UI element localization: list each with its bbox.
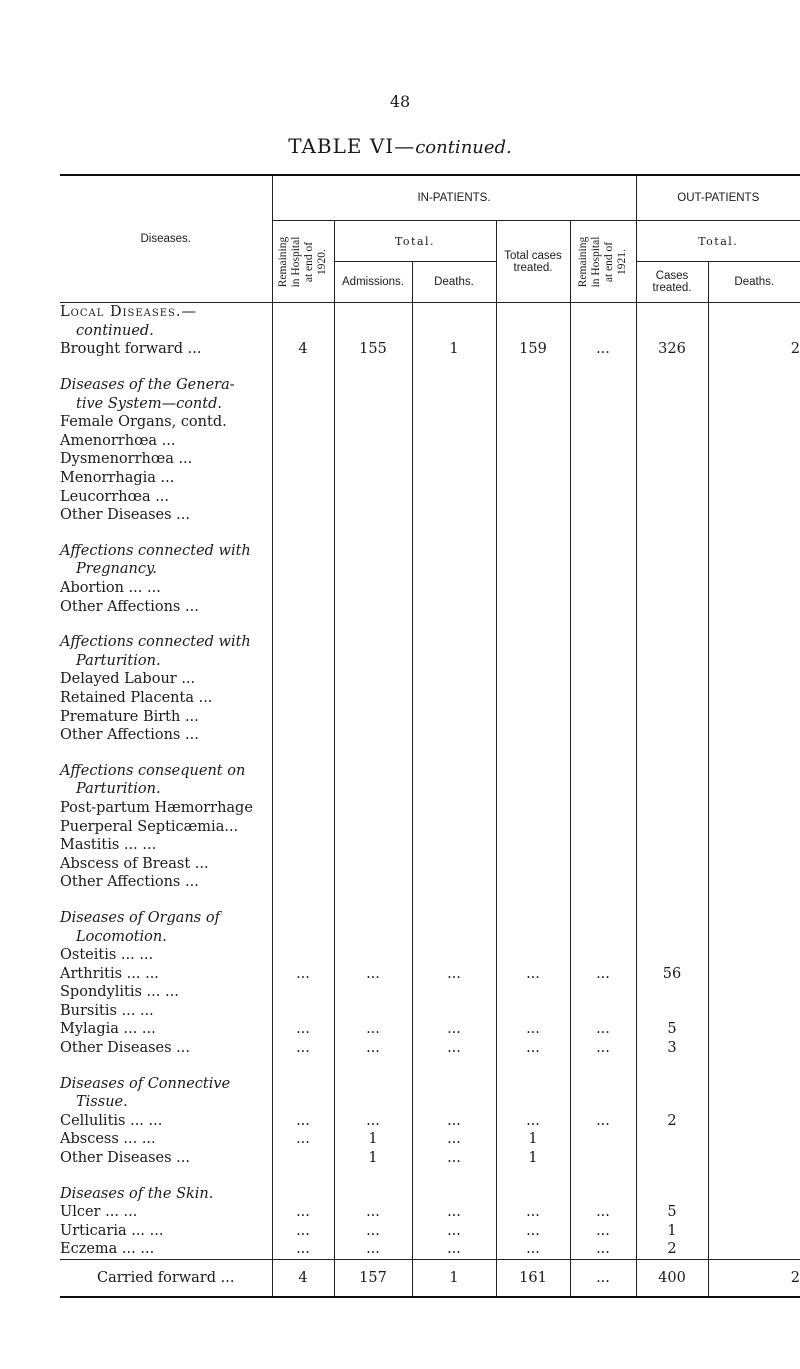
- value-cell: 326: [636, 340, 708, 359]
- table-row: [60, 670, 800, 689]
- value-cell: ...: [412, 1240, 496, 1259]
- value-cell: ...: [272, 1203, 334, 1222]
- disease-label: Locomotion.: [60, 927, 272, 946]
- table-row: [60, 450, 800, 469]
- value-cell: ...: [496, 1240, 570, 1259]
- value-cell: 161: [496, 1259, 570, 1297]
- value-cell: ...: [272, 1039, 334, 1058]
- disease-label: Affections consequent on: [60, 761, 272, 780]
- table-row: [60, 597, 800, 616]
- disease-label: Diseases of the Skin.: [60, 1184, 272, 1203]
- value-cell: ...: [334, 964, 412, 983]
- table-title-main: TABLE VI—: [288, 134, 416, 158]
- table-row: [60, 506, 800, 525]
- table-row: [60, 322, 800, 341]
- table-row: [60, 487, 800, 506]
- spacer-row: [60, 1057, 800, 1074]
- value-cell: ...: [334, 1112, 412, 1131]
- value-cell: 2: [636, 1112, 708, 1131]
- table-row: [60, 761, 800, 780]
- value-cell: ...: [412, 1149, 496, 1168]
- table-row: [60, 560, 800, 579]
- value-cell: 155: [334, 340, 412, 359]
- value-cell: ...: [570, 1259, 636, 1297]
- disease-label: Parturition.: [60, 780, 272, 799]
- value-cell: ...: [412, 964, 496, 983]
- value-cell: 1: [636, 1222, 708, 1241]
- disease-label: continued.: [60, 322, 272, 341]
- disease-label: Carried forward ...: [60, 1259, 272, 1297]
- value-cell: 157: [334, 1259, 412, 1297]
- disease-label: Premature Birth ...: [60, 707, 272, 726]
- disease-label: Abscess ... ...: [60, 1130, 272, 1149]
- table-row: [60, 1112, 800, 1131]
- value-cell: ...: [496, 1112, 570, 1131]
- value-cell: ...: [412, 1039, 496, 1058]
- value-cell: 4: [272, 340, 334, 359]
- value-cell: ...: [272, 1222, 334, 1241]
- value-cell: 3: [636, 1039, 708, 1058]
- table-row: [60, 303, 800, 322]
- in-total-header: Total.: [334, 221, 496, 262]
- table-row: [60, 873, 800, 892]
- table-row: [60, 707, 800, 726]
- table-row: [60, 1184, 800, 1203]
- disease-label: Diseases of Connective: [60, 1074, 272, 1093]
- spacer-row: [60, 525, 800, 542]
- value-cell: ...: [272, 1130, 334, 1149]
- value-cell: 2: [790, 341, 800, 358]
- value-cell: ...: [334, 1222, 412, 1241]
- disease-label: Arthritis ... ...: [60, 964, 272, 983]
- spacer-row: [60, 1167, 800, 1184]
- table-row: [60, 633, 800, 652]
- table-row: [60, 340, 800, 359]
- disease-label: Parturition.: [60, 652, 272, 671]
- disease-label: Urticaria ... ...: [60, 1222, 272, 1241]
- disease-label: Other Affections ...: [60, 873, 272, 892]
- disease-label: Abortion ... ...: [60, 579, 272, 598]
- table-row: [60, 469, 800, 488]
- disease-label: Affections connected with: [60, 542, 272, 561]
- value-cell: 1: [412, 340, 496, 359]
- value-cell: ...: [570, 1240, 636, 1259]
- disease-label: Tissue.: [60, 1093, 272, 1112]
- admissions-header: Admissions.: [334, 262, 412, 303]
- value-cell: ...: [496, 1020, 570, 1039]
- table-row: [60, 1203, 800, 1222]
- value-cell: ...: [412, 1130, 496, 1149]
- disease-label: Diseases of the Genera-: [60, 376, 272, 395]
- disease-label: Brought forward ...: [60, 340, 272, 359]
- value-cell: 5: [636, 1020, 708, 1039]
- disease-label: Osteitis ... ...: [60, 946, 272, 965]
- out-deaths-header: Deaths.: [734, 276, 775, 288]
- diseases-header: Diseases.: [60, 176, 272, 303]
- table-row: [60, 726, 800, 745]
- value-cell: 2: [636, 1240, 708, 1259]
- value-cell: ...: [570, 1222, 636, 1241]
- table-row: [60, 946, 800, 965]
- disease-label: Other Diseases ...: [60, 1039, 272, 1058]
- disease-label: Bursitis ... ...: [60, 1002, 272, 1021]
- table-row: [60, 817, 800, 836]
- table-row: [60, 909, 800, 928]
- table-row: [60, 1149, 800, 1168]
- value-cell: 1: [496, 1149, 570, 1168]
- disease-label: Spondylitis ... ...: [60, 983, 272, 1002]
- table-row: [60, 542, 800, 561]
- disease-label: Pregnancy.: [60, 560, 272, 579]
- out-total-header: Total.: [636, 221, 800, 262]
- carried-forward-row: [60, 1259, 800, 1297]
- disease-label: Other Affections ...: [60, 597, 272, 616]
- disease-label: Diseases of Organs of: [60, 909, 272, 928]
- table-row: [60, 983, 800, 1002]
- table-row: [60, 1130, 800, 1149]
- disease-label: Abscess of Breast ...: [60, 854, 272, 873]
- disease-label: Puerperal Septicæmia...: [60, 817, 272, 836]
- disease-statistics-table: [60, 174, 800, 1298]
- value-cell: ...: [496, 964, 570, 983]
- value-cell: 2: [708, 1259, 800, 1297]
- value-cell: 1: [334, 1130, 412, 1149]
- out-patients-header: OUT-PATIENTS: [636, 176, 800, 221]
- value-cell: ...: [412, 1112, 496, 1131]
- table-title-sub: continued.: [415, 137, 512, 158]
- table-body: [60, 303, 800, 1297]
- disease-label: Mastitis ... ...: [60, 836, 272, 855]
- table-row: [60, 1093, 800, 1112]
- disease-label: Female Organs, contd.: [60, 413, 272, 432]
- value-cell: ...: [412, 1203, 496, 1222]
- value-cell: ...: [570, 1203, 636, 1222]
- table-row: [60, 1074, 800, 1093]
- deaths-header: Deaths.: [412, 262, 496, 303]
- value-cell: ...: [272, 1112, 334, 1131]
- disease-label: tive System—contd.: [60, 394, 272, 413]
- page-number: 48: [389, 92, 411, 111]
- value-cell: 159: [496, 340, 570, 359]
- value-cell: ...: [272, 964, 334, 983]
- table-row: [60, 780, 800, 799]
- spacer-row: [60, 616, 800, 633]
- value-cell: ...: [412, 1020, 496, 1039]
- table-row: [60, 836, 800, 855]
- value-cell: ...: [570, 1039, 636, 1058]
- value-cell: ...: [570, 1020, 636, 1039]
- value-cell: ...: [570, 340, 636, 359]
- table-row: [60, 689, 800, 708]
- table-row: [60, 432, 800, 451]
- table-row: [60, 1222, 800, 1241]
- value-cell: ...: [272, 1240, 334, 1259]
- remaining-1920-header: Remaining in Hospital at end of 1920.: [272, 221, 334, 303]
- disease-label: Other Diseases ...: [60, 1149, 272, 1168]
- table-row: [60, 652, 800, 671]
- disease-label: Other Diseases ...: [60, 506, 272, 525]
- table-row: [60, 964, 800, 983]
- disease-label: Leucorrhœa ...: [60, 487, 272, 506]
- in-patients-header: IN-PATIENTS.: [272, 176, 636, 221]
- value-cell: 4: [272, 1259, 334, 1297]
- value-cell: ...: [412, 1222, 496, 1241]
- disease-label: Mylagia ... ...: [60, 1020, 272, 1039]
- disease-label: Post-partum Hæmorrhage: [60, 799, 272, 818]
- table-row: [60, 413, 800, 432]
- table-row: [60, 1002, 800, 1021]
- value-cell: 1: [496, 1130, 570, 1149]
- remaining-1921-header: Remaining in Hospital at end of 1921.: [570, 221, 636, 303]
- disease-label: Eczema ... ...: [60, 1240, 272, 1259]
- table-row: [60, 854, 800, 873]
- table-title: [0, 134, 800, 158]
- table-row: [60, 799, 800, 818]
- disease-label: Menorrhagia ...: [60, 469, 272, 488]
- disease-label: Affections connected with: [60, 633, 272, 652]
- disease-label: Retained Placenta ...: [60, 689, 272, 708]
- table-row: [60, 394, 800, 413]
- disease-label: Cellulitis ... ...: [60, 1112, 272, 1131]
- value-cell: ...: [334, 1020, 412, 1039]
- value-cell: ...: [272, 1020, 334, 1039]
- table-row: [60, 927, 800, 946]
- total-cases-treated-header: Total cases treated.: [496, 221, 570, 303]
- spacer-row: [60, 359, 800, 376]
- value-cell: ...: [496, 1039, 570, 1058]
- table-row: [60, 1240, 800, 1259]
- table-row: [60, 579, 800, 598]
- value-cell: ...: [334, 1240, 412, 1259]
- value-cell: ...: [496, 1222, 570, 1241]
- value-cell: ...: [334, 1203, 412, 1222]
- disease-label: Other Affections ...: [60, 726, 272, 745]
- value-cell: 1: [412, 1259, 496, 1297]
- table-row: [60, 1039, 800, 1058]
- spacer-row: [60, 892, 800, 909]
- value-cell: ...: [570, 964, 636, 983]
- table-row: [60, 376, 800, 395]
- table-row: [60, 1020, 800, 1039]
- value-cell: 1: [334, 1149, 412, 1168]
- disease-label: Local Diseases.—: [60, 303, 272, 322]
- disease-label: Delayed Labour ...: [60, 670, 272, 689]
- disease-label: Dysmenorrhœa ...: [60, 450, 272, 469]
- value-cell: ...: [496, 1203, 570, 1222]
- spacer-row: [60, 744, 800, 761]
- cases-treated-header: Cases treated.: [636, 262, 708, 303]
- value-cell: 56: [636, 964, 708, 983]
- disease-label: Amenorrhœa ...: [60, 432, 272, 451]
- value-cell: 5: [636, 1203, 708, 1222]
- value-cell: ...: [570, 1112, 636, 1131]
- value-cell: 400: [636, 1259, 708, 1297]
- value-cell: ...: [334, 1039, 412, 1058]
- disease-label: Ulcer ... ...: [60, 1203, 272, 1222]
